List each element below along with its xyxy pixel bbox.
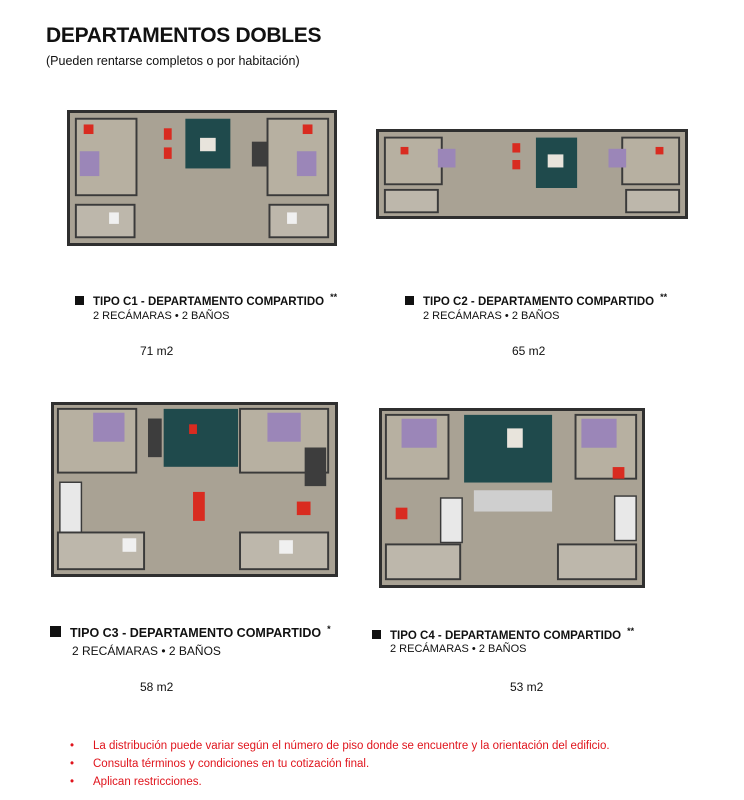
unit-c1-name: TIPO C1 - DEPARTAMENTO COMPARTIDO **	[75, 292, 337, 308]
unit-c2-name: TIPO C2 - DEPARTAMENTO COMPARTIDO **	[405, 292, 667, 308]
unit-c4-marker: **	[627, 626, 635, 636]
bullet-square-icon	[372, 630, 381, 639]
bullet-square-icon	[75, 296, 84, 305]
disclaimer-item: • La distribución puede variar según el número de piso donde se encuentre y la orientación del edificio.	[70, 737, 610, 755]
unit-c4-area: 53 m2	[510, 680, 544, 694]
unit-c3-area: 58 m2	[140, 680, 174, 694]
disclaimer-list	[70, 737, 610, 791]
floor-plan-c4	[379, 408, 645, 588]
unit-c3-name: TIPO C3 - DEPARTAMENTO COMPARTIDO *	[50, 624, 331, 640]
unit-c2-rooms: 2 RECÁMARAS • 2 BAÑOS	[423, 310, 560, 322]
unit-c1-rooms: 2 RECÁMARAS • 2 BAÑOS	[93, 310, 230, 322]
disclaimer-item: • Consulta términos y condiciones en tu cotización final.	[70, 755, 610, 773]
disclaimer-item: • Aplican restricciones.	[70, 773, 610, 791]
floor-plan-c3	[51, 402, 338, 577]
bullet-square-icon	[50, 626, 61, 637]
unit-c3-marker: *	[327, 624, 331, 634]
unit-c1-area: 71 m2	[140, 344, 174, 358]
unit-c4-name: TIPO C4 - DEPARTAMENTO COMPARTIDO **	[372, 626, 634, 642]
page-subtitle: (Pueden rentarse completos o por habitación)	[46, 54, 300, 68]
unit-c2-area: 65 m2	[512, 344, 546, 358]
unit-c2-marker: **	[660, 292, 668, 302]
floor-plan-c2	[376, 129, 688, 219]
unit-c1-marker: **	[330, 292, 338, 302]
page-title: DEPARTAMENTOS DOBLES	[46, 24, 322, 47]
floor-plan-c1	[67, 110, 337, 246]
unit-c3-rooms: 2 RECÁMARAS • 2 BAÑOS	[72, 644, 221, 658]
unit-c4-rooms: 2 RECÁMARAS • 2 BAÑOS	[390, 643, 527, 655]
bullet-square-icon	[405, 296, 414, 305]
